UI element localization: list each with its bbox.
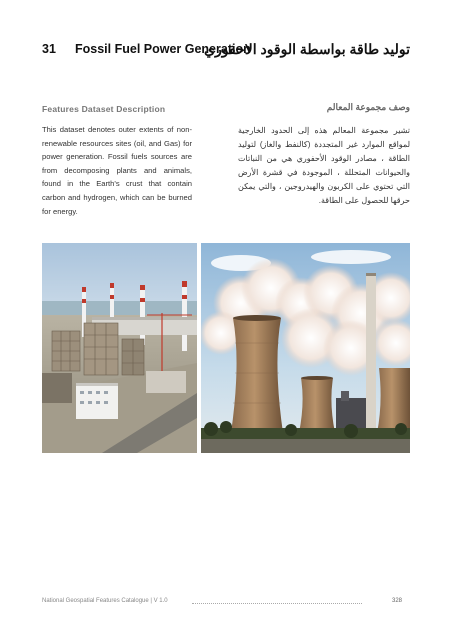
section-heading-english: Features Dataset Description [42,104,166,114]
page-header [42,42,410,62]
description-english: This dataset denotes outer extents of non-renewable resources sites (oil, and Gas) for power generation. Fossil fuels sources are from decomposing plants and animals, found in the Earth's crust that contain carbon and hydrogen, which can be burned for energy. [42,125,192,216]
description-arabic: تشير مجموعة المعالم هذه إلى الحدود الخارجية لمواقع الموارد غير المتجددة (كالنفط والغاز) لتوليد الطاقة ، مصادر الوقود الأحفوري هي من النباتات والحيوانات المتحللة ، الموجودة في قشرة الأرض التي تحتوي على الكربون والهيدروجين ، والتي يمكن حرقها للحصول على الطاقة. [238,126,410,205]
power-plant-photo [42,243,197,453]
chapter-number: 31 [42,42,56,56]
footer-page-number: 328 [391,598,402,604]
cooling-towers-photo [201,243,410,453]
page-title-english: Fossil Fuel Power Generation [75,42,251,56]
page-footer [42,598,410,610]
section-heading-arabic: وصف مجموعة المعالم [326,102,410,112]
footer-dotted-leader [192,603,362,604]
catalogue-name: National Geospatial Features Catalogue | V 1.0 [42,598,168,604]
page-title-arabic: توليد طاقة بواسطة الوقود الاحفوري [204,41,410,57]
